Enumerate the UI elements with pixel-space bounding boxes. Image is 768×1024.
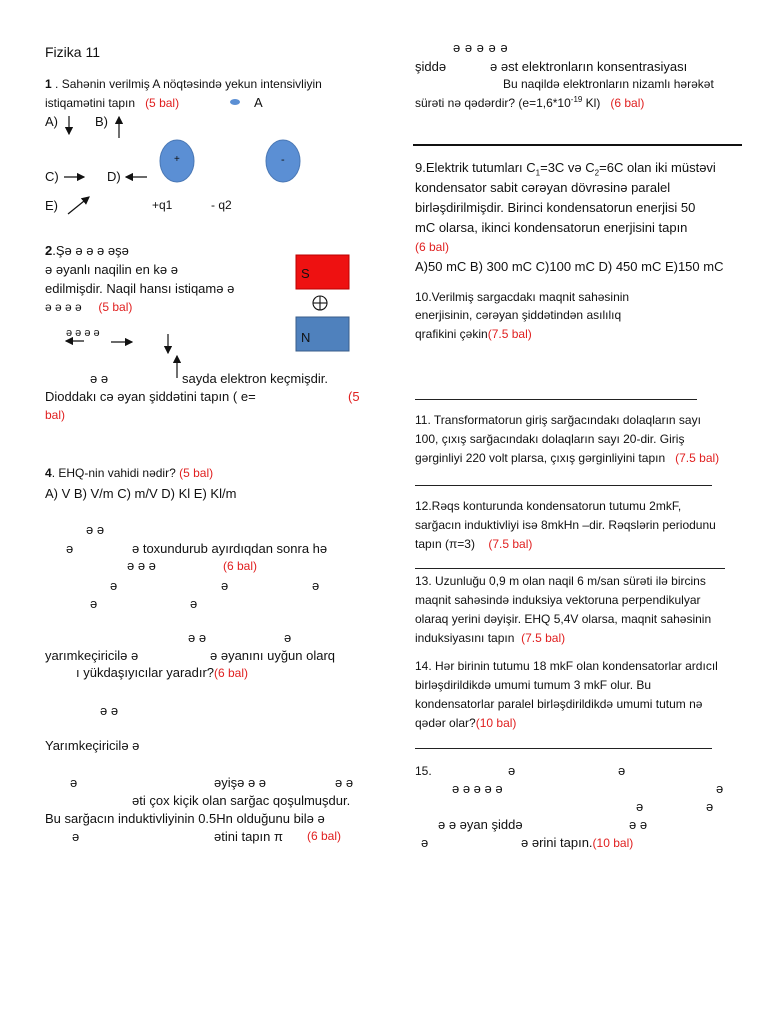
question-8-line-1b: əyişə ə ə	[214, 775, 267, 790]
question-5-line-2b: ə toxundurub ayırdıqdan sonra hə	[132, 541, 328, 556]
question-6-line-1b: ə	[284, 630, 292, 645]
option-d: D)	[107, 169, 121, 184]
question-8-line-3: Bu sarğacın induktivliyinin 0.5Hn olduğunu bilə ə	[45, 811, 325, 826]
question-12-line-2: sarğacın induktivliyi isə 8mkHn –dir. Rəqslərin periodunu	[415, 518, 716, 532]
r1-line-3: Bu naqildə elektronların nizamlı hərəkət	[503, 77, 714, 91]
question-1-points: (5 bal)	[145, 96, 180, 110]
question-8-points: (6 bal)	[307, 829, 342, 843]
question-11-line-3: gərginliyi 220 volt plarsa, çıxış gərginliyini tapın (7.5 bal)	[415, 451, 720, 465]
question-9-options: A)50 mC B) 300 mC C)100 mC D) 450 mC E)150 mC	[415, 259, 724, 274]
option-a: A)	[45, 114, 58, 129]
question-6-line-3: ı yükdaşıyıcılar yaradır?(6 bal)	[76, 665, 249, 680]
question-7-line-1: ə ə	[100, 703, 119, 718]
question-10-line-1: 10.Verilmiş sargacdakı maqnit sahəsinin	[415, 290, 630, 304]
arrow-diagonal-icon	[68, 197, 89, 214]
question-13-points: (7.5 bal)	[521, 631, 566, 645]
r1-line-2b: ə əst elektronların konsentrasiyası	[490, 59, 688, 74]
question-5-line-3: ə ə ə	[127, 558, 156, 573]
question-2-number: 2	[45, 243, 53, 258]
question-1-number: 1	[45, 77, 52, 91]
question-13-line-1: 13. Uzunluğu 0,9 m olan naqil 6 m/san sürəti ilə bircins	[415, 574, 706, 588]
question-12-points: (7.5 bal)	[488, 537, 533, 551]
question-5-line-4a: ə	[110, 578, 118, 593]
question-3-points-a: (5	[348, 389, 360, 404]
question-15-points: (10 bal)	[592, 836, 634, 850]
conductor-cross-icon	[313, 296, 327, 310]
question-9-points: (6 bal)	[415, 240, 450, 254]
question-1-line-2: istiqamətini tapın (5 bal)	[45, 96, 180, 110]
question-15-line-4b: ə ə	[629, 817, 648, 832]
question-11-points: (7.5 bal)	[675, 451, 720, 465]
question-3-points-b: bal)	[45, 408, 66, 422]
question-10-line-3: qrafikini çəkin(7.5 bal)	[415, 327, 532, 341]
option-e: E)	[45, 198, 58, 213]
question-8-line-2: əti çox kiçik olan sarğac qoşulmuşdur.	[132, 793, 351, 808]
magnet-s-label: S	[301, 266, 310, 281]
question-15-line-5a: ə	[421, 835, 429, 850]
question-2-line-3: edilmişdir. Naqil hansı istiqamə ə	[45, 281, 235, 296]
question-6-line-2a: yarımkeçiricilə ə	[45, 648, 139, 663]
question-14-line-4: qədər olar?(10 bal)	[415, 716, 517, 730]
question-11-line-2: 100, çıxış sarğacındakı dolaqların sayı 20-dir. Giriş	[415, 432, 685, 446]
question-15-line-1c: ə	[618, 763, 626, 778]
question-8-line-4a: ə	[72, 829, 80, 844]
question-5-line-5b: ə	[190, 596, 198, 611]
question-2-line-1: 2.Şə ə ə ə əşə	[45, 243, 129, 258]
question-4-points: (5 bal)	[179, 466, 214, 480]
point-a-marker	[230, 99, 240, 105]
question-4-number: 4	[45, 466, 52, 480]
charge-q2-label: - q2	[211, 198, 232, 212]
question-2-points: (5 bal)	[98, 300, 133, 314]
question-15-line-3b: ə	[706, 799, 714, 814]
question-9-line-2: kondensator sabit cərəyan dövrəsinə paralel	[415, 180, 671, 195]
question-5-points: (6 bal)	[223, 559, 258, 573]
magnet-n-label: N	[301, 330, 311, 345]
separator-line-2	[415, 485, 712, 486]
question-5-line-4b: ə	[221, 578, 229, 593]
question-12-line-1: 12.Rəqs konturunda kondensatorun tutumu 2mkF,	[415, 499, 682, 513]
question-14-line-2: birləşdirildikdə umumi tumum 3 mkF olur. Bu	[415, 678, 652, 692]
question-8-line-4b: ətini tapın π	[214, 829, 283, 844]
question-15-line-2b: ə	[716, 781, 724, 796]
question-15-line-1a: 15.	[415, 764, 432, 778]
question-9-line-4: mC olarsa, ikinci kondensatorun enerjisini tapın	[415, 220, 688, 235]
question-14-points: (10 bal)	[475, 716, 517, 730]
question-6-line-1a: ə ə	[188, 630, 207, 645]
question-5-line-2a: ə	[66, 541, 74, 556]
question-3-line-1a: ə ə	[90, 371, 109, 386]
point-a-label: A	[254, 95, 263, 110]
question-7-line-2: Yarımkeçiricilə ə	[45, 738, 140, 753]
page-title: Fizika 11	[45, 44, 100, 60]
question-14-line-3: kondensatorlar paralel birləşdirildikdə umumi tutum nə	[415, 697, 703, 711]
question-4-options: A) V B) V/m C) m/V D) Kl E) Kl/m	[45, 486, 237, 501]
question-13-line-4: induksiyasını tapın (7.5 bal)	[415, 631, 566, 645]
r1-line-1: ə ə ə ə ə	[453, 40, 508, 55]
question-5-line-1: ə ə	[86, 522, 105, 537]
question-1-line-1: 1 . Sahənin verilmiş A nöqtəsində yekun intensivliyin	[45, 77, 322, 91]
question-15-line-1b: ə	[508, 763, 516, 778]
question-9-line-3: birləşdirilmişdir. Birinci kondensatorun enerjisi 50	[415, 200, 696, 215]
question-11-line-1: 11. Transformatorun giriş sarğacındakı dolaqların sayı	[415, 413, 701, 427]
separator-line-4	[415, 748, 712, 749]
charge-q1-label: +q1	[152, 198, 173, 212]
question-15-line-4a: ə ə əyan şiddə	[438, 817, 523, 832]
question-5-line-5a: ə	[90, 596, 98, 611]
separator-line-3	[415, 568, 725, 569]
question-8-line-1a: ə	[70, 775, 78, 790]
question-2-arrow-text: ə ə ə ə	[66, 327, 100, 339]
question-9-line-1: 9.Elektrik tutumları $C_1=3C$ və $C_2=6C$ olan iki müstəvi	[415, 160, 716, 178]
question-15-line-3a: ə	[636, 799, 644, 814]
r1-line-4: sürəti nə qədərdir? ($e=1,6*10^{-19}$ Kl) (6 bal)	[415, 95, 645, 110]
r1-line-2a: şiddə	[415, 59, 447, 74]
question-2-line-4: ə ə ə ə (5 bal)	[45, 300, 133, 314]
r1-points: (6 bal)	[610, 96, 645, 110]
question-6-line-2b: ə əyanını uyğun olarq	[210, 648, 336, 663]
question-13-line-2: maqnit sahəsində induksiya vektoruna perpendikulyar	[415, 593, 701, 607]
question-14-line-1: 14. Hər birinin tutumu 18 mkF olan kondensatorlar ardıcıl	[415, 659, 718, 673]
question-3-line-2: Dioddakı cə əyan şiddətini tapın ( e=	[45, 389, 256, 404]
question-8-line-1c: ə ə	[335, 775, 354, 790]
option-c: C)	[45, 169, 59, 184]
separator-line-1	[415, 399, 697, 400]
question-3-line-1b: sayda elektron keçmişdir.	[182, 371, 328, 386]
question-10-points: (7.5 bal)	[487, 327, 532, 341]
question-5-line-4c: ə	[312, 578, 320, 593]
question-15-line-2a: ə ə ə ə ə	[452, 781, 503, 796]
question-2-line-2: ə əyanlı naqilin en kə ə	[45, 262, 178, 277]
question-10-line-2: enerjisinin, cərəyan şiddətindən asılılıq	[415, 308, 622, 322]
question-6-points: (6 bal)	[214, 666, 249, 680]
question-4-line-1: 4. EHQ-nin vahidi nədir? (5 bal)	[45, 466, 214, 480]
option-b: B)	[95, 114, 108, 129]
charge-minus-sign: -	[281, 154, 285, 166]
question-12-line-3: tapın (π=3) (7.5 bal)	[415, 537, 533, 551]
question-15-line-5b: ə ərini tapın.(10 bal)	[521, 835, 634, 850]
charge-plus-sign: +	[174, 154, 180, 165]
question-13-line-3: olaraq yerini dəyişir. EHQ 5,4V olarsa, maqnit sahəsinin	[415, 612, 712, 626]
